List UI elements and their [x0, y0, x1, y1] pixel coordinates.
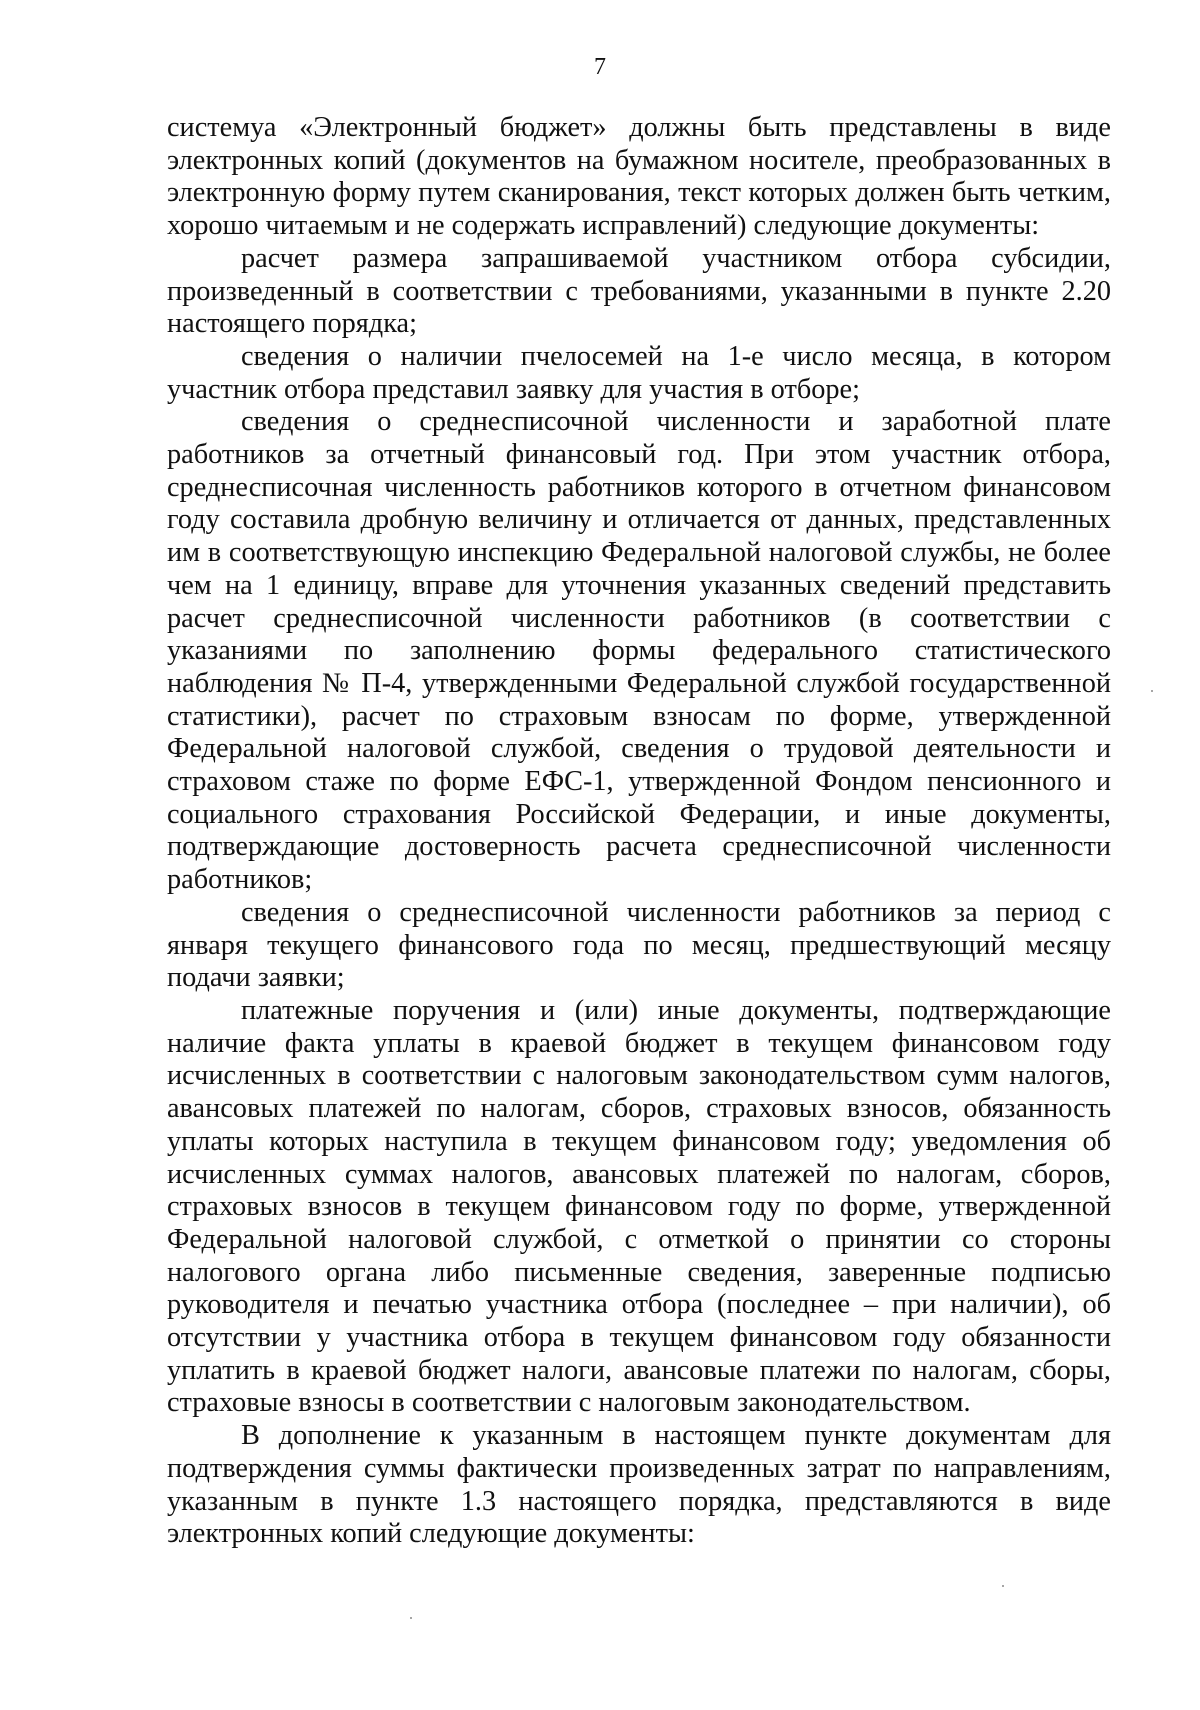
scan-speck: [1002, 1585, 1004, 1587]
paragraph-payment-orders: платежные поручения и (или) иные документы, подтверждающие наличие факта уплаты в краевой бюджет в текущем финансовом году исчисленных в соответствии с налоговым законодательством сумм налогов, авансовых платежей по налогам, сборов, страховых взносов, обязанность уплаты которых наступила в текущем финансовом году; уведомления об исчисленных суммах налогов, авансовых платежей по налогам, сборов, страховых взносов в текущем финансовом году по форме, утвержденной Федеральной налоговой службой, с отметкой о принятии со стороны налогового органа либо письменные сведения, заверенные подписью руководителя и печатью участника отбора (последнее – при наличии), об отсутствии у участника отбора в текущем финансовом году обязанности уплатить в краевой бюджет налоги, авансовые платежи по налогам, сборы, страховые взносы в соответствии с налоговым законодательством.: [167, 994, 1111, 1419]
paragraph-subsidy-calculation: расчет размера запрашиваемой участником отбора субсидии, произведенный в соответствии с требованиями, указанными в пункте 2.20 настоящего порядка;: [167, 242, 1111, 340]
page-number: 7: [594, 54, 606, 80]
paragraph-bee-colonies: сведения о наличии пчелосемей на 1-е число месяца, в котором участник отбора представил заявку для участия в отборе;: [167, 340, 1111, 405]
scan-speck: [1151, 690, 1153, 692]
document-body: [167, 112, 1111, 1551]
paragraph-average-headcount-year: сведения о среднесписочной численности и заработной плате работников за отчетный финансовый год. При этом участник отбора, среднесписочная численность работников которого в отчетном финансовом году составила дробную величину и отличается от данных, представленных им в соответствующую инспекцию Федеральной налоговой службы, не более чем на 1 единицу, вправе для уточнения указанных сведений представить расчет среднесписочной численности работников (в соответствии с указаниями по заполнению формы федерального статистического наблюдения № П-4, утвержденными Федеральной службой государственной статистики), расчет по страховым взносам по форме, утвержденной Федеральной налоговой службой, сведения о трудовой деятельности и страховом стаже по форме ЕФС-1, утвержденной Фондом пенсионного и социального страхования Российской Федерации, и иные документы, подтверждающие достоверность расчета среднесписочной численности работников;: [167, 406, 1111, 896]
scan-speck: [410, 1617, 412, 1619]
paragraph-average-headcount-period: сведения о среднесписочной численности работников за период с января текущего финансового года по месяц, предшествующий месяцу подачи заявки;: [167, 896, 1111, 994]
paragraph-additional-documents: В дополнение к указанным в настоящем пункте документам для подтверждения суммы фактически произведенных затрат по направлениям, указанным в пункте 1.3 настоящего порядка, представляются в виде электронных копий следующие документы:: [167, 1420, 1111, 1550]
paragraph-continuation: системуа «Электронный бюджет» должны быть представлены в виде электронных копий (документов на бумажном носителе, преобразованных в электронную форму путем сканирования, текст которых должен быть четким, хорошо читаемым и не содержать исправлений) следующие документы:: [167, 112, 1111, 242]
